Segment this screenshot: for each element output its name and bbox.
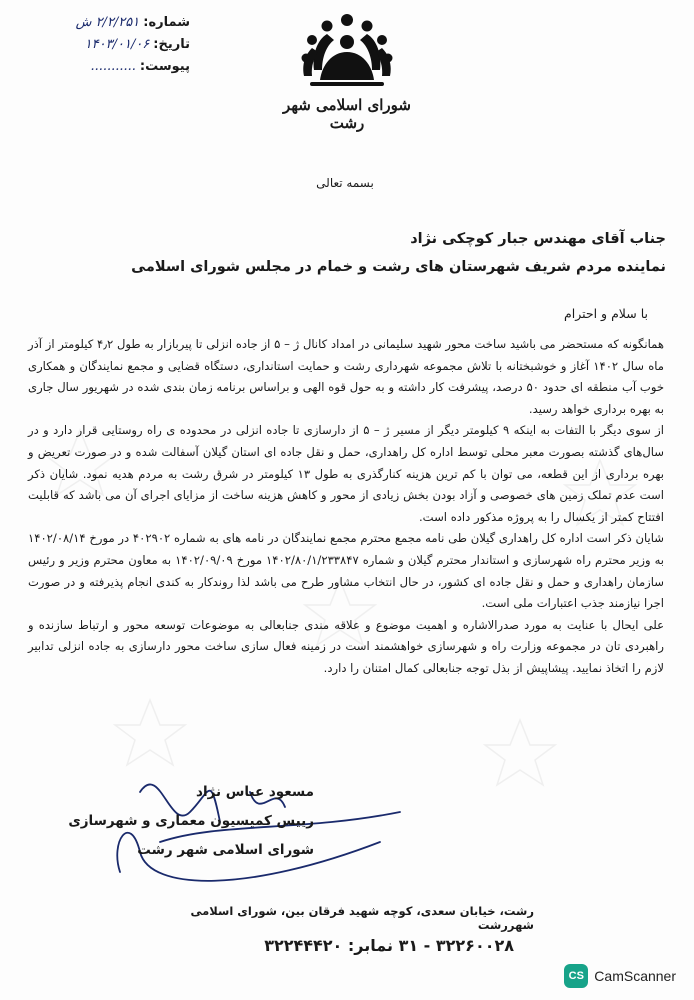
camscanner-icon: CS xyxy=(564,964,588,988)
letter-number-value: ۲/۲/۲۵۱ ش xyxy=(75,15,140,30)
footer-address: رشت، خیابان سعدی، کوچه شهید فرقان بین، شورای اسلامی شهررشت xyxy=(190,904,534,932)
footer-phone: ۳۲۲۶۰۰۲۸ - ۳۱ نمابر: ۳۲۲۴۴۴۲۰ xyxy=(264,936,514,955)
letter-attachment-value: ........... xyxy=(90,59,136,74)
letter-date-label: تاریخ: xyxy=(153,37,190,52)
letter-attachment-label: پیوست: xyxy=(139,59,190,74)
body-paragraph: علی ایحال با عنایت به مورد صدرالاشاره و اهمیت موضوع و علاقه مندی جنابعالی به موضوعات توسعه محور و ارتباط سازنده و راهبردی تان در مجموعه وزارت راه و شهرسازی خواهشمند است در زمینه فعال سازی ساخت محور دارسازی به جاده انزلی تدابیر لازم را اتخاذ نمایید. پیشاپیش از بذل توجه جنابعالی کمال امتنان را دارد. xyxy=(28,617,664,675)
recipient-title: نماینده مردم شریف شهرستان های رشت و خمام در مجلس شورای اسلامی xyxy=(131,259,666,275)
body-paragraph: شایان ذکر است اداره کل راهداری گیلان طی نامه مجمع محترم مجمع نمایندگان در نامه های به شماره ۴۰۲۹۰۲ در مورخ ۱۴۰۲/۰۸/۱۴ به وزیر محترم راه شهرسازی و استاندار محترم گیلان و شماره ۱۴۰۲/۸۰/۱/۲۳۳۸۴۷ مورخ ۱۴۰۲/۰۹/۰۹ به معاون محترم وزیر و رئیس سازمان راهداری و حمل و نقل جاده ای کشور، در حال انتخاب مشاور طرح می باشد لذا روندکار به کندی انجام پذیرفته و در صورت اجرا نیازمند جذب اعتبارات ملی است. xyxy=(28,531,665,611)
basmala: بسمه تعالی xyxy=(316,176,374,190)
signature-block xyxy=(54,778,314,865)
camscanner-label: CamScanner xyxy=(594,968,676,984)
recipient-block xyxy=(26,225,666,281)
signer-organization: شورای اسلامی شهر رشت xyxy=(137,842,314,858)
letter-date-value: ۱۴۰۳/۰۱/۰۶ xyxy=(84,37,150,52)
letter-number-row xyxy=(30,12,190,34)
letter-date-row xyxy=(30,34,190,56)
council-logo-text: شورای اسلامی شهر رشت xyxy=(283,96,411,132)
letter-number-label: شماره: xyxy=(143,15,190,30)
recipient-name: جناب آقای مهندس جبار کوچکی نژاد xyxy=(410,231,666,247)
signer-name: مسعود عباس نژاد xyxy=(196,784,314,800)
signer-title: رییس کمیسیون معماری و شهرسازی xyxy=(68,813,314,829)
camscanner-watermark xyxy=(564,964,676,988)
salutation: با سلام و احترام xyxy=(564,306,648,321)
letter-meta xyxy=(30,12,190,78)
letter-body xyxy=(28,334,664,680)
letter-footer xyxy=(134,904,534,955)
letter-attachment-row xyxy=(30,56,190,78)
body-paragraph: از سوی دیگر با التفات به اینکه ۹ کیلومتر دیگر از مسیر ژ – ۵ از دارسازی تا جاده انزلی در محدوده ی راه روستایی قرار دارد و در سال‌های گذشته بصورت معبر محلی توسط اداره کل راهداری، حمل و نقل جاده ای استان گیلان آسفالت شده و در صورت تعریض و بهره برداری از این قطعه، می توان با کم ترین هزینه کنارگذری به طول ۱۳ کیلومتر در شرق رشت به مردم هدیه نمود. شایان ذکر است عدم تملک زمین های خصوصی و آزاد بودن بخش زیادی از محور و کاهش هزینه ساخت از مزایای اجرای آن می باشد که قابلیت افتتاح کمتر از یکسال را به پروژه مذکور داده است. xyxy=(28,423,664,524)
body-paragraph: همانگونه که مستحضر می باشید ساخت محور شهید سلیمانی در امداد کانال ژ – ۵ از جاده انزلی تا پیربازار به طول ۴٫۲ کیلومتر از آذر ماه سال ۱۴۰۲ آغاز و خوشبختانه با تلاش مجموعه شهرداری رشت و حمایت استانداری، دستگاه قضایی و مجمع نمایندگان و همکاری خوب آب منطقه ای حدود ۵۰ درصد، پیشرفت کار داشته و به حول قوه الهی و براساس برنامه زمان بندی شده در شهریور سال جاری به بهره برداری خواهد رسید. xyxy=(28,337,665,416)
